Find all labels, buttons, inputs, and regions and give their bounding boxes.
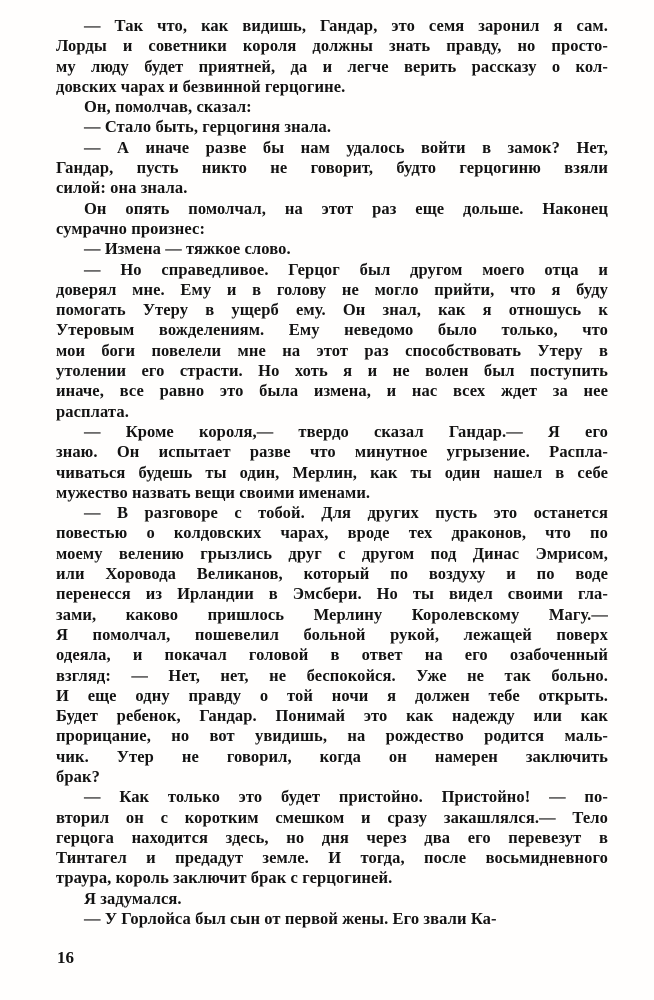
text-line: перенесся из Ирландии в Эмсбери. Но ты видел своими гла- [56,584,608,604]
paragraph [56,909,608,929]
text-block [56,16,608,929]
text-line: — У Горлойса был сын от первой жены. Его звали Ка- [84,909,497,929]
text-line: Он опять помолчал, на этот раз еще дольше. Наконец [84,198,608,218]
text-line: — В разговоре с тобой. Для других пусть это останется [84,503,608,523]
paragraph [56,260,608,422]
text-line: И еще одну правду о той ночи я должен тебе открыть. [56,685,608,705]
text-line: Будет ребенок, Гандар. Понимай это как надежду или как [56,706,608,726]
text-line: утолении его страсти. Но хоть я и не волен был поступить [56,361,608,381]
text-line: расплата. [56,401,129,421]
paragraph [56,503,608,787]
text-line: — Измена — тяжкое слово. [84,239,291,259]
text-line: одеяла, и покачал головой в ответ на его озабоченный [56,645,608,665]
text-line: довских чарах и безвинной герцогине. [56,76,346,96]
text-line: Утеровым вожделениям. Ему неведомо было только, что [56,320,608,340]
text-line: Гандар, пусть никто не говорит, будто герцогиню взяли [56,158,608,178]
text-line: зами, каково пришлось Мерлину Королевскому Магу.— [56,604,608,624]
text-line: помогать Утеру в ущерб ему. Он знал, как я отношусь к [56,300,608,320]
text-line: силой: она знала. [56,178,188,198]
text-line: Я задумался. [84,888,182,908]
paragraph [56,97,608,117]
text-line: герцога находится здесь, но дня через два его перевезут в [56,827,608,847]
paragraph [56,117,608,137]
text-line: му люду будет приятней, да и легче верить рассказу о кол- [56,56,608,76]
paragraph [56,199,608,240]
text-line: знаю. Он испытает разве что минутное угрызение. Распла- [56,442,608,462]
paragraph [56,16,608,97]
text-line: прорицание, но вот увидишь, на рождество родится маль- [56,726,608,746]
paragraph [56,239,608,259]
text-line: иначе, все равно это была измена, и нас всех ждет за нее [56,381,608,401]
text-line: — А иначе разве бы нам удалось войти в замок? Нет, [84,137,608,157]
text-line: — Так что, как видишь, Гандар, это семя заронил я сам. [84,16,608,35]
text-line: Я помолчал, пошевелил больной рукой, лежащей поверх [56,624,608,644]
text-line: Он, помолчав, сказал: [84,97,252,117]
paragraph [56,889,608,909]
text-line: моему велению грызлись друг с другом под Динас Эмрисом, [56,543,608,563]
text-line: доверял мне. Ему и в голову не могло прийти, что я буду [56,279,608,299]
text-line: чиваться будешь ты один, Мерлин, как ты один нашел в себе [56,462,608,482]
text-line: Тинтагел и предадут земле. И тогда, после восьмидневного [56,848,608,868]
text-line: — Стало быть, герцогиня знала. [84,117,332,137]
text-line: взгляд: — Нет, нет, не беспокойся. Уже не так больно. [56,665,608,685]
paragraph [56,138,608,199]
text-line: сумрачно произнес: [56,218,206,238]
paragraph [56,422,608,503]
text-line: брак? [56,766,100,786]
text-line: повестью о колдовских чарах, вроде тех драконов, что по [56,523,608,543]
text-line: или Хоровода Великанов, который по воздуху и по воде [56,564,608,584]
text-line: — Как только это будет пристойно. Пристойно! — по- [84,787,608,807]
text-line: — Но справедливое. Герцог был другом моего отца и [84,259,608,279]
text-line: мужество назвать вещи своими именами. [56,482,371,502]
text-line: чик. Утер не говорил, когда он намерен заключить [56,746,608,766]
text-line: траура, король заключит брак с герцогиней. [56,868,393,888]
paragraph [56,787,608,888]
text-line: — Кроме короля,— твердо сказал Гандар.— Я его [84,421,608,441]
text-line: вторил он с коротким смешком и сразу закашлялся.— Тело [56,807,608,827]
text-line: Лорды и советники короля должны знать правду, но просто- [56,36,608,56]
page-number: 16 [57,948,74,967]
text-line: мои боги повелели мне на этот раз способствовать Утеру в [56,340,608,360]
